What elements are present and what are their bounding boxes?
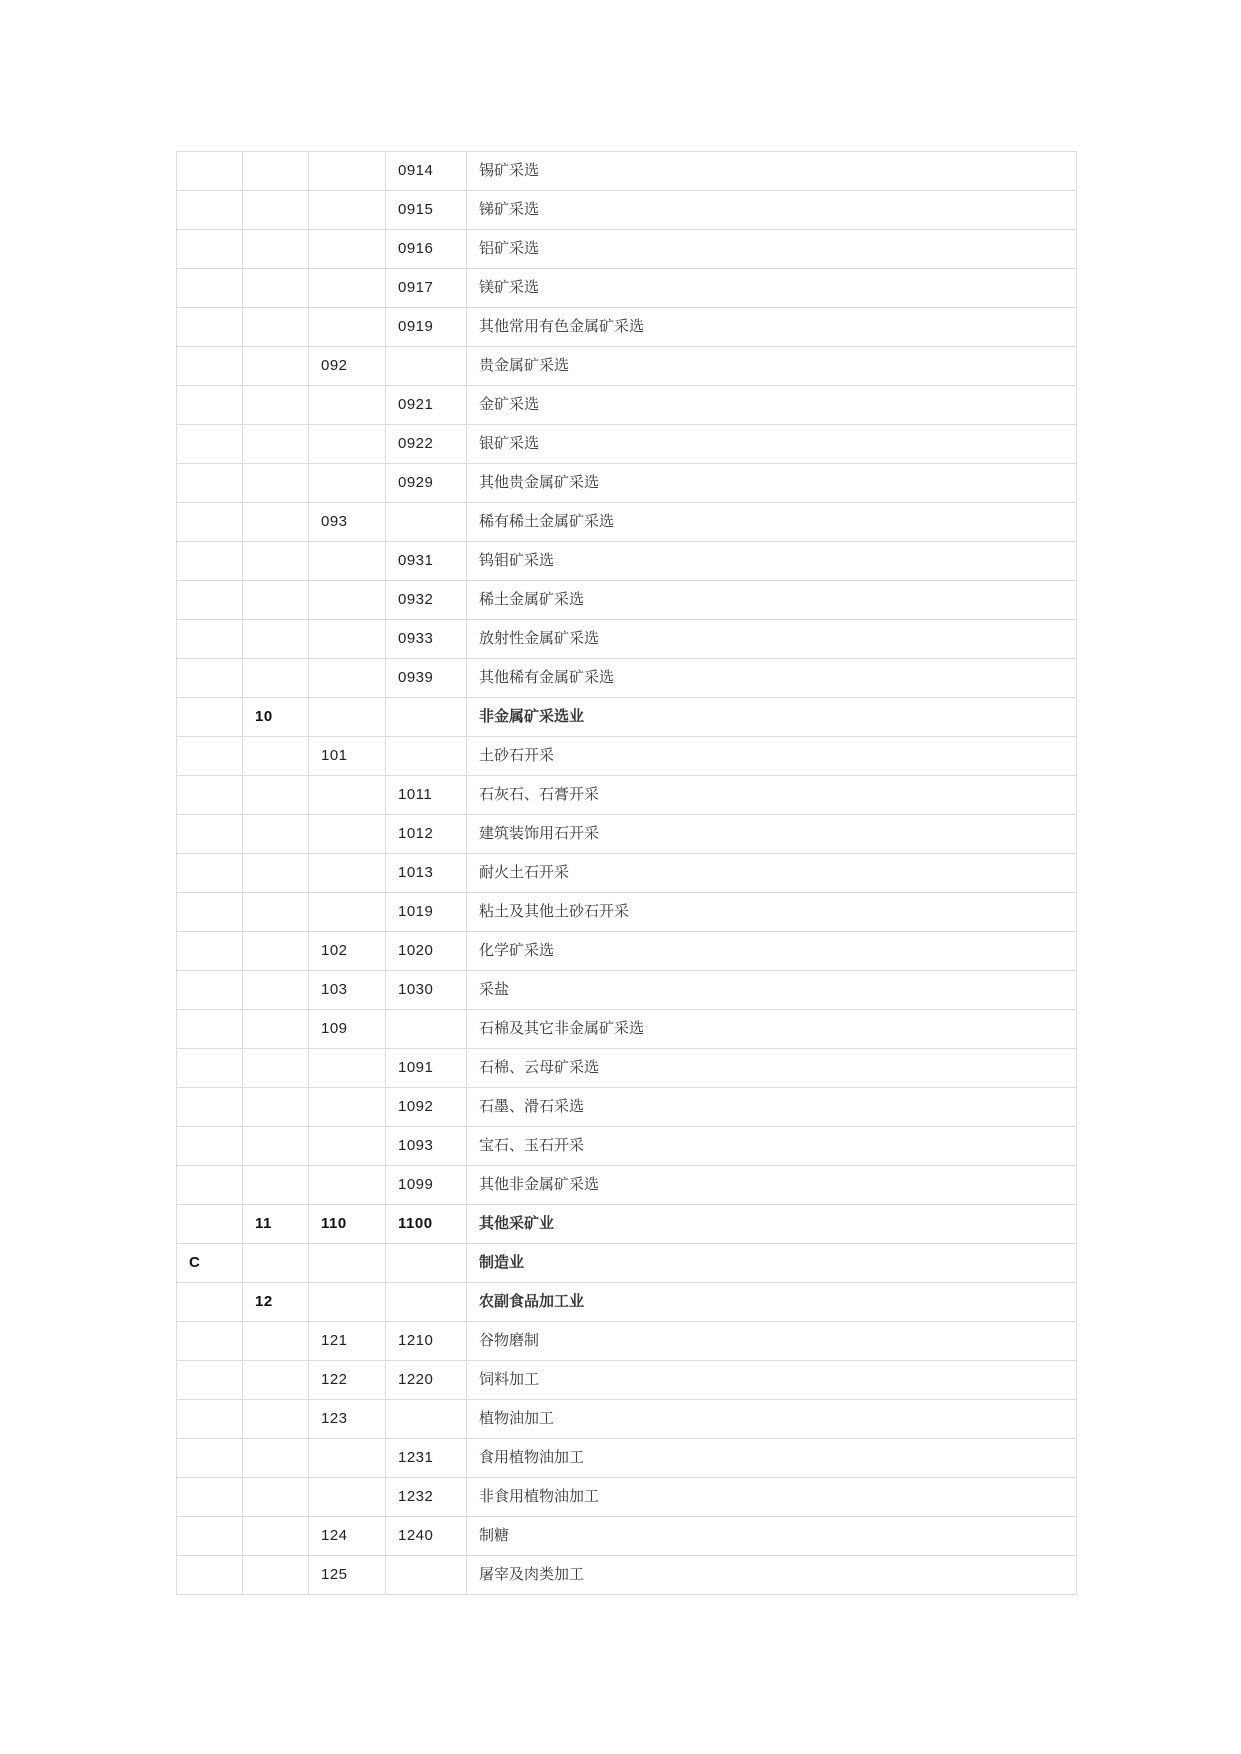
- group-code-cell: 109: [309, 1010, 386, 1049]
- division-code-cell: [243, 425, 309, 464]
- section-code-cell: [177, 191, 243, 230]
- class-code-cell: [386, 1010, 467, 1049]
- section-code-cell: [177, 971, 243, 1010]
- class-code-cell: [386, 503, 467, 542]
- table-row: [177, 1439, 1077, 1478]
- group-code-cell: [309, 1439, 386, 1478]
- table-row: [177, 308, 1077, 347]
- category-name-cell: 农副食品加工业: [467, 1283, 1077, 1322]
- section-code-cell: [177, 581, 243, 620]
- class-code-cell: 1232: [386, 1478, 467, 1517]
- category-name-cell: 石墨、滑石采选: [467, 1088, 1077, 1127]
- group-code-cell: [309, 776, 386, 815]
- group-code-cell: [309, 854, 386, 893]
- division-code-cell: [243, 1322, 309, 1361]
- division-code-cell: [243, 1088, 309, 1127]
- table-row: [177, 1049, 1077, 1088]
- table-body: [177, 152, 1077, 1595]
- category-name-cell: 放射性金属矿采选: [467, 620, 1077, 659]
- category-name-cell: 制造业: [467, 1244, 1077, 1283]
- division-code-cell: [243, 1010, 309, 1049]
- section-code-cell: [177, 1283, 243, 1322]
- section-code-cell: [177, 464, 243, 503]
- table-row: [177, 1283, 1077, 1322]
- category-name-cell: 食用植物油加工: [467, 1439, 1077, 1478]
- division-code-cell: [243, 1049, 309, 1088]
- section-code-cell: [177, 1049, 243, 1088]
- class-code-cell: 1011: [386, 776, 467, 815]
- section-code-cell: [177, 542, 243, 581]
- class-code-cell: 0933: [386, 620, 467, 659]
- category-name-cell: 宝石、玉石开采: [467, 1127, 1077, 1166]
- division-code-cell: [243, 386, 309, 425]
- group-code-cell: [309, 893, 386, 932]
- group-code-cell: 122: [309, 1361, 386, 1400]
- section-code-cell: [177, 1166, 243, 1205]
- section-code-cell: [177, 893, 243, 932]
- group-code-cell: [309, 386, 386, 425]
- table-row: [177, 1010, 1077, 1049]
- class-code-cell: [386, 1244, 467, 1283]
- division-code-cell: [243, 1244, 309, 1283]
- category-name-cell: 其他非金属矿采选: [467, 1166, 1077, 1205]
- class-code-cell: 0915: [386, 191, 467, 230]
- group-code-cell: [309, 269, 386, 308]
- class-code-cell: 1100: [386, 1205, 467, 1244]
- table-row: [177, 815, 1077, 854]
- class-code-cell: [386, 1283, 467, 1322]
- division-code-cell: [243, 737, 309, 776]
- division-code-cell: 11: [243, 1205, 309, 1244]
- group-code-cell: [309, 464, 386, 503]
- table-row: [177, 347, 1077, 386]
- division-code-cell: [243, 464, 309, 503]
- division-code-cell: [243, 191, 309, 230]
- table-row: [177, 1556, 1077, 1595]
- group-code-cell: 125: [309, 1556, 386, 1595]
- category-name-cell: 植物油加工: [467, 1400, 1077, 1439]
- group-code-cell: 101: [309, 737, 386, 776]
- class-code-cell: [386, 1400, 467, 1439]
- division-code-cell: [243, 347, 309, 386]
- table-row: [177, 1400, 1077, 1439]
- group-code-cell: [309, 542, 386, 581]
- class-code-cell: 0929: [386, 464, 467, 503]
- section-code-cell: [177, 347, 243, 386]
- table-row: [177, 659, 1077, 698]
- division-code-cell: [243, 269, 309, 308]
- section-code-cell: [177, 659, 243, 698]
- table-row: [177, 620, 1077, 659]
- section-code-cell: C: [177, 1244, 243, 1283]
- division-code-cell: [243, 152, 309, 191]
- class-code-cell: 1013: [386, 854, 467, 893]
- category-name-cell: 石灰石、石膏开采: [467, 776, 1077, 815]
- section-code-cell: [177, 1088, 243, 1127]
- category-name-cell: 屠宰及肉类加工: [467, 1556, 1077, 1595]
- group-code-cell: 103: [309, 971, 386, 1010]
- class-code-cell: 0921: [386, 386, 467, 425]
- division-code-cell: [243, 854, 309, 893]
- section-code-cell: [177, 308, 243, 347]
- group-code-cell: 102: [309, 932, 386, 971]
- class-code-cell: 1092: [386, 1088, 467, 1127]
- group-code-cell: 123: [309, 1400, 386, 1439]
- class-code-cell: 0917: [386, 269, 467, 308]
- category-name-cell: 耐火土石开采: [467, 854, 1077, 893]
- category-name-cell: 饲料加工: [467, 1361, 1077, 1400]
- class-code-cell: 1093: [386, 1127, 467, 1166]
- table-row: [177, 152, 1077, 191]
- group-code-cell: 110: [309, 1205, 386, 1244]
- division-code-cell: [243, 503, 309, 542]
- division-code-cell: 10: [243, 698, 309, 737]
- group-code-cell: 124: [309, 1517, 386, 1556]
- document-page: [176, 151, 1076, 1595]
- category-name-cell: 金矿采选: [467, 386, 1077, 425]
- class-code-cell: 1012: [386, 815, 467, 854]
- group-code-cell: [309, 1244, 386, 1283]
- section-code-cell: [177, 386, 243, 425]
- category-name-cell: 采盐: [467, 971, 1077, 1010]
- table-row: [177, 1322, 1077, 1361]
- table-row: [177, 1166, 1077, 1205]
- group-code-cell: [309, 1478, 386, 1517]
- category-name-cell: 谷物磨制: [467, 1322, 1077, 1361]
- class-code-cell: [386, 1556, 467, 1595]
- division-code-cell: [243, 776, 309, 815]
- class-code-cell: [386, 698, 467, 737]
- category-name-cell: 其他采矿业: [467, 1205, 1077, 1244]
- category-name-cell: 粘土及其他土砂石开采: [467, 893, 1077, 932]
- division-code-cell: [243, 581, 309, 620]
- category-name-cell: 非食用植物油加工: [467, 1478, 1077, 1517]
- class-code-cell: 1091: [386, 1049, 467, 1088]
- table-row: [177, 932, 1077, 971]
- division-code-cell: [243, 1556, 309, 1595]
- group-code-cell: [309, 425, 386, 464]
- class-code-cell: 0931: [386, 542, 467, 581]
- category-name-cell: 化学矿采选: [467, 932, 1077, 971]
- category-name-cell: 银矿采选: [467, 425, 1077, 464]
- division-code-cell: [243, 1517, 309, 1556]
- class-code-cell: 1099: [386, 1166, 467, 1205]
- category-name-cell: 镁矿采选: [467, 269, 1077, 308]
- table-row: [177, 425, 1077, 464]
- table-row: [177, 386, 1077, 425]
- table-row: [177, 737, 1077, 776]
- table-row: [177, 971, 1077, 1010]
- class-code-cell: 1240: [386, 1517, 467, 1556]
- category-name-cell: 钨钼矿采选: [467, 542, 1077, 581]
- division-code-cell: [243, 1166, 309, 1205]
- group-code-cell: [309, 815, 386, 854]
- industry-code-table: [176, 151, 1077, 1595]
- group-code-cell: [309, 1127, 386, 1166]
- class-code-cell: 1210: [386, 1322, 467, 1361]
- category-name-cell: 石棉、云母矿采选: [467, 1049, 1077, 1088]
- section-code-cell: [177, 1400, 243, 1439]
- section-code-cell: [177, 1205, 243, 1244]
- section-code-cell: [177, 1010, 243, 1049]
- table-row: [177, 1478, 1077, 1517]
- table-row: [177, 893, 1077, 932]
- section-code-cell: [177, 1556, 243, 1595]
- class-code-cell: 0916: [386, 230, 467, 269]
- table-row: [177, 1244, 1077, 1283]
- division-code-cell: [243, 230, 309, 269]
- category-name-cell: 稀有稀土金属矿采选: [467, 503, 1077, 542]
- category-name-cell: 锑矿采选: [467, 191, 1077, 230]
- section-code-cell: [177, 698, 243, 737]
- table-row: [177, 698, 1077, 737]
- division-code-cell: [243, 1127, 309, 1166]
- category-name-cell: 石棉及其它非金属矿采选: [467, 1010, 1077, 1049]
- group-code-cell: [309, 620, 386, 659]
- section-code-cell: [177, 269, 243, 308]
- group-code-cell: [309, 1049, 386, 1088]
- section-code-cell: [177, 776, 243, 815]
- category-name-cell: 建筑装饰用石开采: [467, 815, 1077, 854]
- table-row: [177, 230, 1077, 269]
- group-code-cell: [309, 230, 386, 269]
- division-code-cell: [243, 542, 309, 581]
- category-name-cell: 土砂石开采: [467, 737, 1077, 776]
- division-code-cell: [243, 893, 309, 932]
- group-code-cell: [309, 191, 386, 230]
- division-code-cell: [243, 1400, 309, 1439]
- section-code-cell: [177, 1517, 243, 1556]
- division-code-cell: [243, 1361, 309, 1400]
- section-code-cell: [177, 932, 243, 971]
- section-code-cell: [177, 1361, 243, 1400]
- section-code-cell: [177, 737, 243, 776]
- group-code-cell: [309, 581, 386, 620]
- section-code-cell: [177, 620, 243, 659]
- division-code-cell: 12: [243, 1283, 309, 1322]
- division-code-cell: [243, 815, 309, 854]
- class-code-cell: 0932: [386, 581, 467, 620]
- group-code-cell: [309, 659, 386, 698]
- division-code-cell: [243, 1478, 309, 1517]
- class-code-cell: 0922: [386, 425, 467, 464]
- class-code-cell: 1019: [386, 893, 467, 932]
- section-code-cell: [177, 854, 243, 893]
- group-code-cell: 093: [309, 503, 386, 542]
- table-row: [177, 191, 1077, 230]
- class-code-cell: 1030: [386, 971, 467, 1010]
- section-code-cell: [177, 815, 243, 854]
- group-code-cell: [309, 1088, 386, 1127]
- category-name-cell: 其他稀有金属矿采选: [467, 659, 1077, 698]
- table-row: [177, 1127, 1077, 1166]
- category-name-cell: 其他常用有色金属矿采选: [467, 308, 1077, 347]
- division-code-cell: [243, 971, 309, 1010]
- group-code-cell: [309, 308, 386, 347]
- division-code-cell: [243, 308, 309, 347]
- group-code-cell: [309, 1166, 386, 1205]
- class-code-cell: 1220: [386, 1361, 467, 1400]
- section-code-cell: [177, 230, 243, 269]
- table-row: [177, 1517, 1077, 1556]
- group-code-cell: [309, 698, 386, 737]
- section-code-cell: [177, 152, 243, 191]
- table-row: [177, 1361, 1077, 1400]
- category-name-cell: 稀土金属矿采选: [467, 581, 1077, 620]
- group-code-cell: 092: [309, 347, 386, 386]
- class-code-cell: 1231: [386, 1439, 467, 1478]
- section-code-cell: [177, 1439, 243, 1478]
- category-name-cell: 制糖: [467, 1517, 1077, 1556]
- table-row: [177, 503, 1077, 542]
- category-name-cell: 非金属矿采选业: [467, 698, 1077, 737]
- division-code-cell: [243, 1439, 309, 1478]
- table-row: [177, 1205, 1077, 1244]
- division-code-cell: [243, 620, 309, 659]
- group-code-cell: [309, 1283, 386, 1322]
- class-code-cell: 0914: [386, 152, 467, 191]
- group-code-cell: 121: [309, 1322, 386, 1361]
- category-name-cell: 锡矿采选: [467, 152, 1077, 191]
- class-code-cell: 1020: [386, 932, 467, 971]
- table-row: [177, 1088, 1077, 1127]
- group-code-cell: [309, 152, 386, 191]
- category-name-cell: 其他贵金属矿采选: [467, 464, 1077, 503]
- class-code-cell: [386, 737, 467, 776]
- class-code-cell: [386, 347, 467, 386]
- table-row: [177, 854, 1077, 893]
- category-name-cell: 贵金属矿采选: [467, 347, 1077, 386]
- table-row: [177, 776, 1077, 815]
- section-code-cell: [177, 1127, 243, 1166]
- class-code-cell: 0919: [386, 308, 467, 347]
- table-row: [177, 269, 1077, 308]
- section-code-cell: [177, 503, 243, 542]
- division-code-cell: [243, 659, 309, 698]
- category-name-cell: 铝矿采选: [467, 230, 1077, 269]
- section-code-cell: [177, 425, 243, 464]
- table-row: [177, 581, 1077, 620]
- class-code-cell: 0939: [386, 659, 467, 698]
- table-row: [177, 542, 1077, 581]
- table-row: [177, 464, 1077, 503]
- division-code-cell: [243, 932, 309, 971]
- section-code-cell: [177, 1322, 243, 1361]
- section-code-cell: [177, 1478, 243, 1517]
